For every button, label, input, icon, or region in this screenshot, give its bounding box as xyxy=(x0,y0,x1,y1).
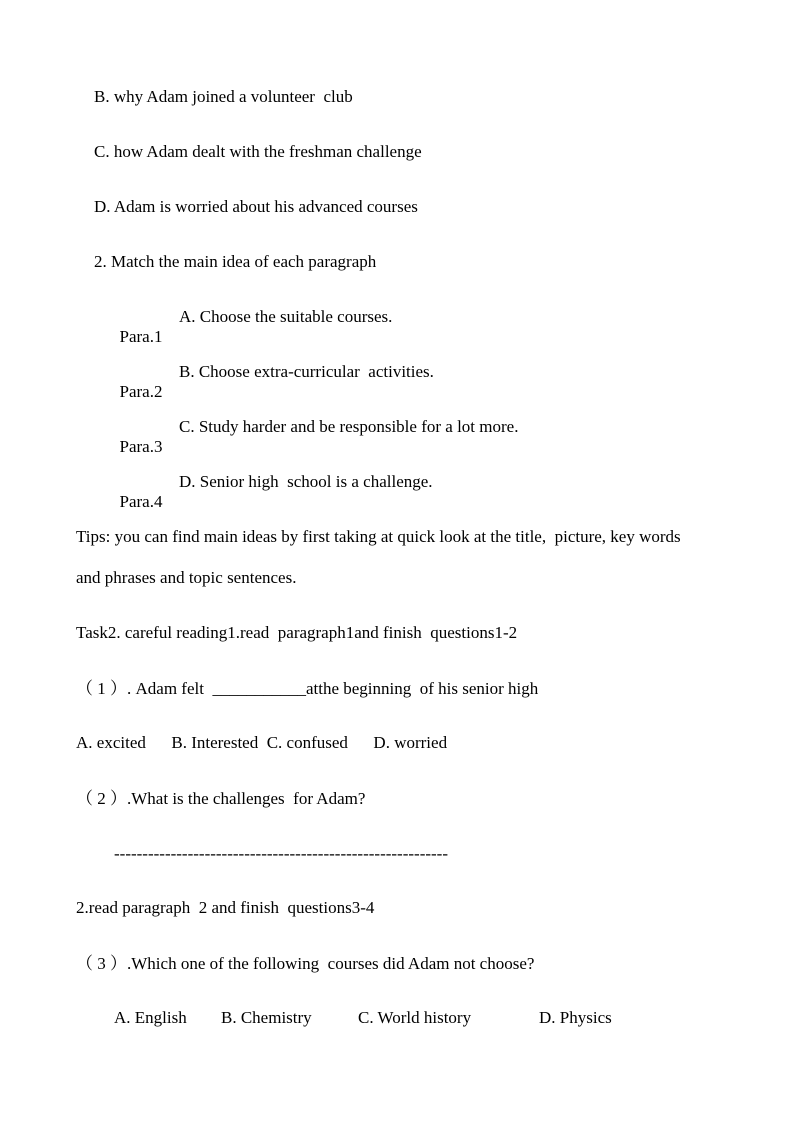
main-idea-text: D. Senior high school is a challenge. xyxy=(179,472,433,491)
para-label: Para.4 xyxy=(119,492,163,511)
main-idea-text: A. Choose the suitable courses. xyxy=(179,307,393,326)
question-3-option-a: A. English xyxy=(114,1008,187,1027)
question-1-stem: （ 1 ）. Adam felt ___________atthe beginning of his senior high xyxy=(76,679,539,698)
q1-option-c: C. how Adam dealt with the freshman challenge xyxy=(94,142,422,161)
main-idea-text: C. Study harder and be responsible for a lot more. xyxy=(179,417,519,436)
tips-line-2: and phrases and topic sentences. xyxy=(76,568,297,587)
question-3-option-b: B. Chemistry xyxy=(221,1008,312,1027)
paragraph-2-heading: 2.read paragraph 2 and finish questions3-4 xyxy=(76,898,375,917)
para-label: Para.3 xyxy=(119,437,163,456)
main-idea-text: B. Choose extra-curricular activities. xyxy=(179,362,434,381)
question-2-stem: （ 2 ）.What is the challenges for Adam? xyxy=(76,789,366,808)
question-3-stem: （ 3 ）.Which one of the following courses did Adam not choose? xyxy=(76,954,535,973)
q1-option-d: D. Adam is worried about his advanced courses xyxy=(94,197,418,216)
tips-line-1: Tips: you can find main ideas by first taking at quick look at the title, picture, key words xyxy=(76,527,681,546)
task2-heading: Task2. careful reading1.read paragraph1and finish questions1-2 xyxy=(76,623,518,642)
matching-prompt: 2. Match the main idea of each paragraph xyxy=(94,252,377,271)
answer-line[interactable]: ----------------------------------------------------------- xyxy=(114,844,449,863)
para-label: Para.1 xyxy=(119,327,163,346)
question-3-option-c: C. World history xyxy=(358,1008,472,1027)
q1-option-b: B. why Adam joined a volunteer club xyxy=(94,87,353,106)
question-3-option-d: D. Physics xyxy=(539,1008,612,1027)
question-1-options: A. excited B. Interested C. confused D. worried xyxy=(76,733,448,752)
para-label: Para.2 xyxy=(119,382,163,401)
